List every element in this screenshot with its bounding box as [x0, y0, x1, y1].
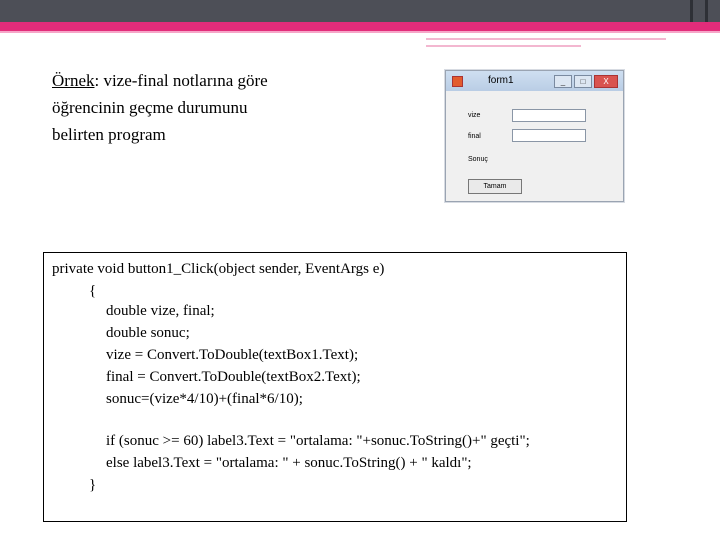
code-line: sonuc=(vize*4/10)+(final*6/10);: [106, 391, 303, 407]
code-line: if (sonuc >= 60) label3.Text = "ortalama: "+sonuc.ToString()+" geçti";: [106, 433, 530, 449]
form1-title: form1: [488, 75, 514, 86]
code-line: {: [89, 283, 97, 299]
top-bar-divider: [690, 0, 693, 22]
code-line: vize = Convert.ToDouble(textBox1.Text);: [106, 347, 359, 363]
intro-line1: : vize-final notlarına göre: [94, 71, 268, 90]
top-bar: [0, 0, 720, 22]
close-button[interactable]: X: [594, 75, 618, 88]
code-line: double vize, final;: [106, 303, 215, 319]
decor-line: [426, 38, 666, 40]
vize-textbox[interactable]: [512, 109, 586, 122]
decor-line: [426, 45, 581, 47]
intro-line3: belirten program: [52, 125, 166, 144]
intro-text: [52, 67, 268, 148]
code-line: }: [89, 477, 97, 493]
final-textbox[interactable]: [512, 129, 586, 142]
intro-line2: öğrencinin geçme durumunu: [52, 98, 248, 117]
code-box: [43, 252, 627, 522]
maximize-button[interactable]: □: [574, 75, 592, 88]
code-line: final = Convert.ToDouble(textBox2.Text);: [106, 369, 361, 385]
accent-stripe: [0, 22, 720, 31]
sonuc-label: Sonuç: [468, 156, 488, 163]
form1-titlebar: [446, 71, 623, 91]
code-line: double sonuc;: [106, 325, 190, 341]
accent-stripe-light: [0, 31, 720, 33]
code-line: else label3.Text = "ortalama: " + sonuc.ToString() + " kaldı";: [106, 455, 472, 471]
minimize-button[interactable]: _: [554, 75, 572, 88]
intro-example-word: Örnek: [52, 71, 95, 90]
top-bar-divider: [705, 0, 708, 22]
app-icon: [452, 76, 463, 87]
tamam-button[interactable]: Tamam: [468, 179, 522, 194]
vize-label: vize: [468, 112, 481, 119]
final-label: final: [468, 133, 481, 140]
form1-window-screenshot: [445, 70, 624, 202]
code-line: private void button1_Click(object sender, EventArgs e): [52, 261, 385, 277]
